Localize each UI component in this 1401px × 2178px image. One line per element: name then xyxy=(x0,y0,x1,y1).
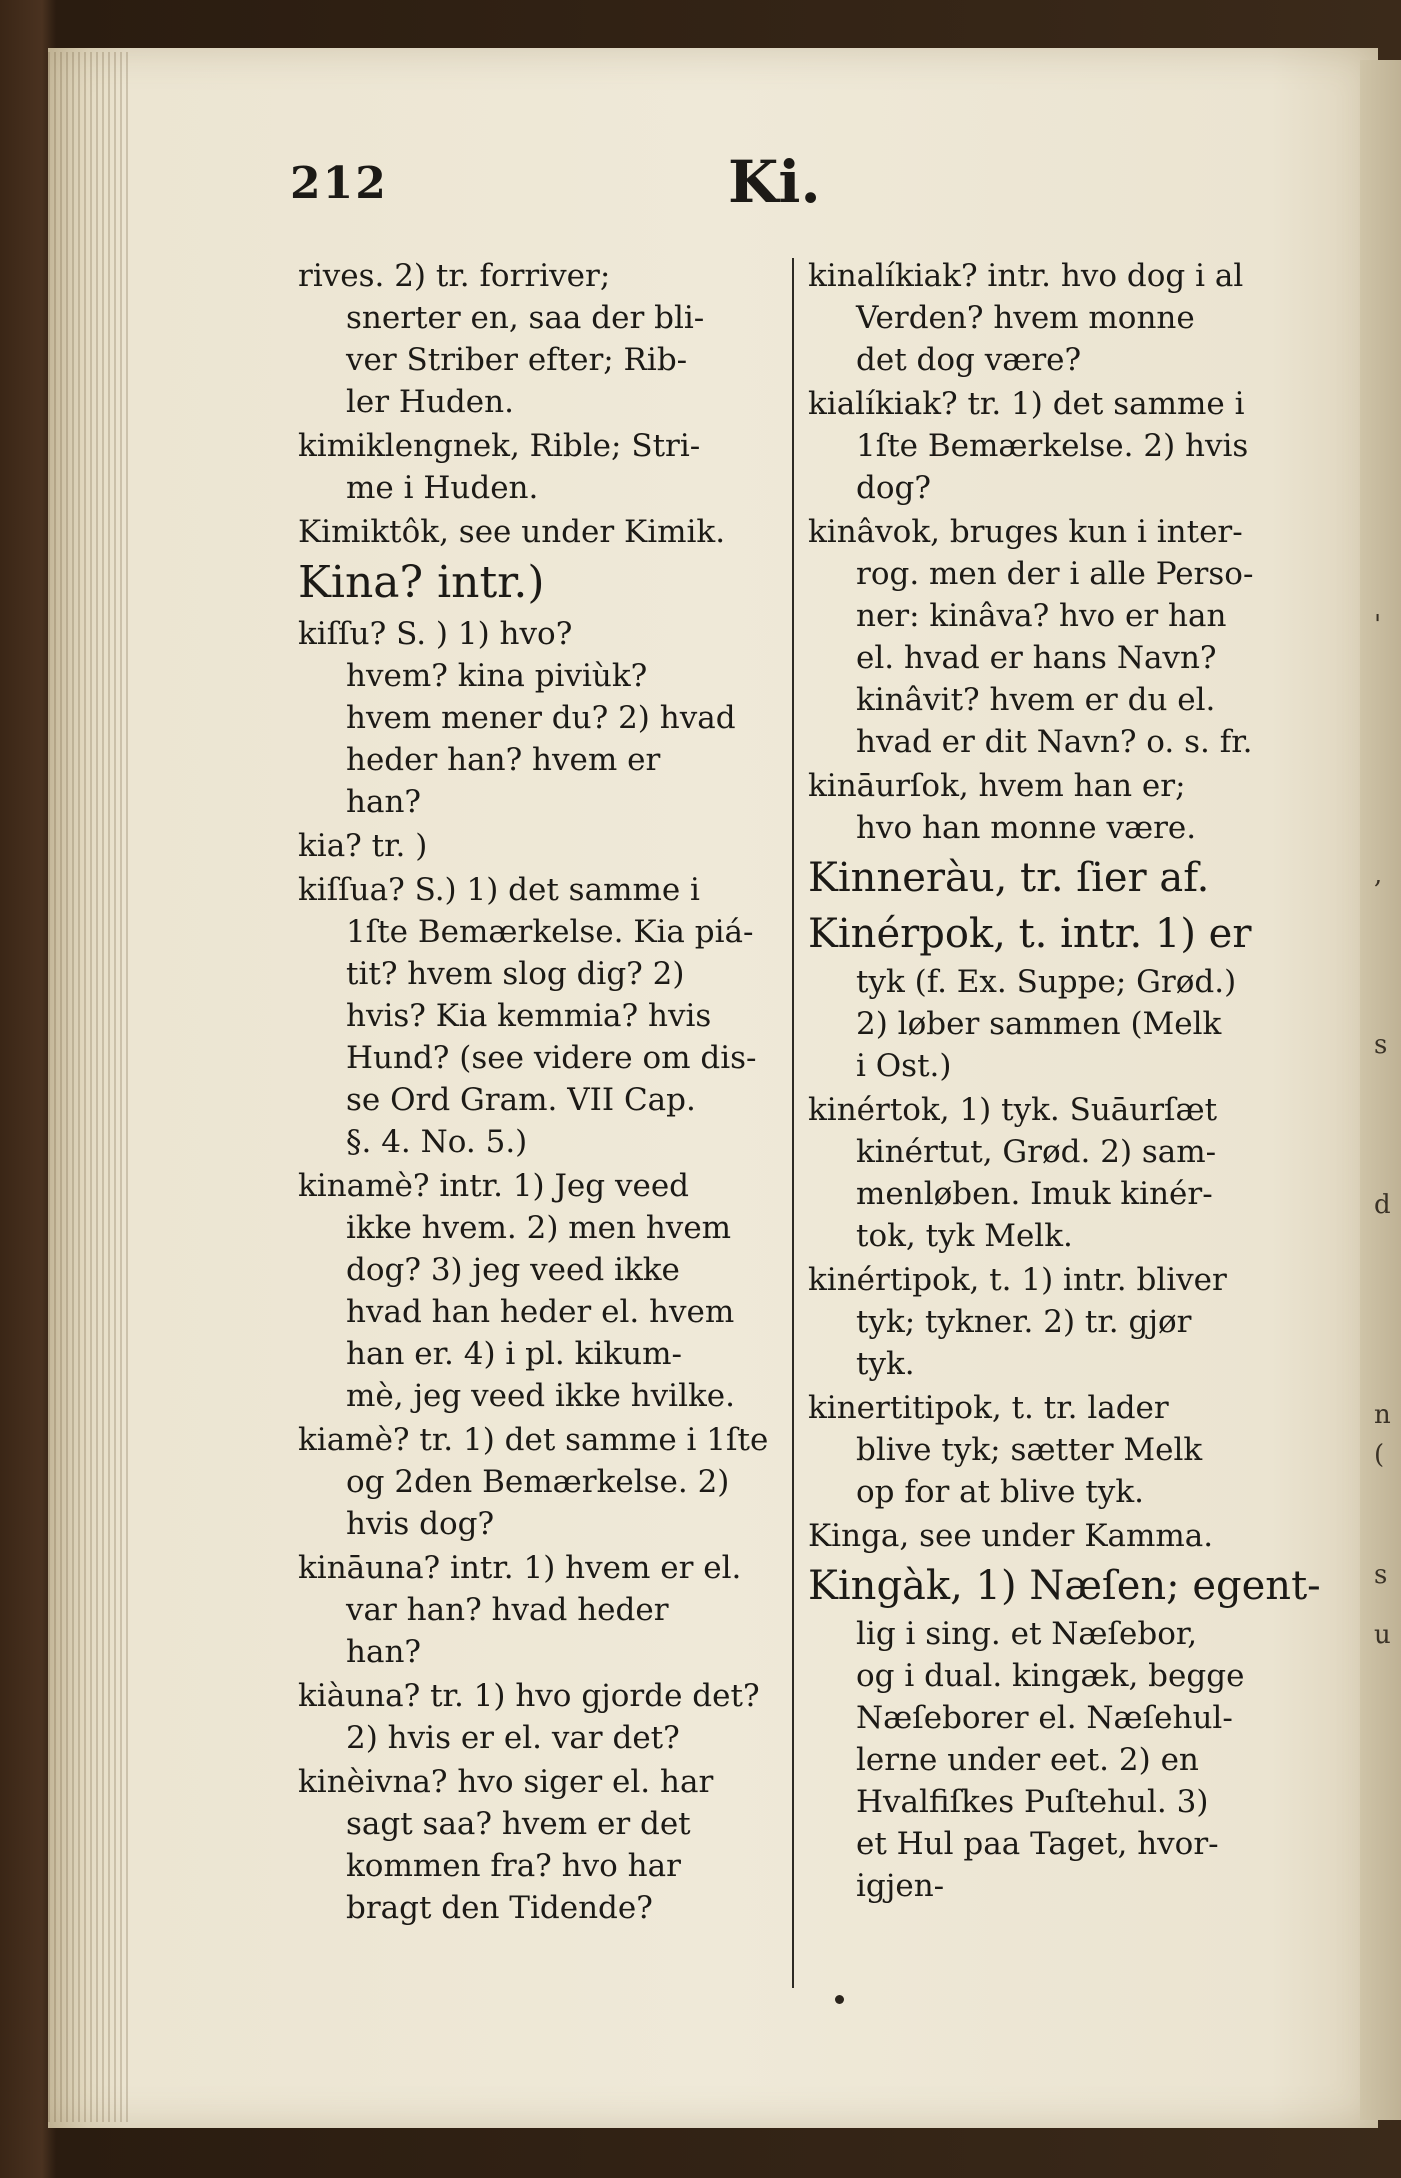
entry-line: Næſeborer el. Næſehul- xyxy=(856,1700,1233,1736)
next-page-glyph: d xyxy=(1374,1190,1391,1220)
next-page-glyph: ( xyxy=(1374,1440,1385,1470)
entry-line: Kina? intr.) xyxy=(298,557,545,608)
entry-line: et Hul paa Taget, hvor- xyxy=(856,1826,1219,1862)
dictionary-entry xyxy=(298,1419,794,1545)
entry-line: kimiklengnek, Rible; Stri- xyxy=(298,428,701,464)
entry-line: kināuna? intr. 1) hvem er el. xyxy=(298,1550,742,1586)
entry-line: 1ſte Bemærkelse. Kia piá- xyxy=(346,914,754,950)
entry-line: kialíkiak? tr. 1) det samme i xyxy=(808,386,1245,422)
dictionary-entry xyxy=(298,511,794,553)
entry-line: hvad han heder el. hvem xyxy=(346,1294,735,1330)
entry-line: ikke hvem. 2) men hvem xyxy=(346,1210,732,1246)
entry-line: igjen- xyxy=(856,1868,945,1904)
dictionary-entry xyxy=(298,869,794,1163)
entry-line: op for at blive tyk. xyxy=(856,1474,1144,1510)
entry-line: tyk; tykner. 2) tr. gjør xyxy=(856,1304,1192,1340)
entry-line: Kinga, see under Kamma. xyxy=(808,1518,1214,1554)
entry-line: det dog være? xyxy=(856,342,1082,378)
entry-line: kinértut, Grød. 2) sam- xyxy=(856,1134,1217,1170)
dictionary-entry xyxy=(808,1387,1338,1513)
entry-line: var han? hvad heder xyxy=(346,1592,669,1628)
entry-line: 1ſte Bemærkelse. 2) hvis xyxy=(856,428,1249,464)
entry-line: Verden? hvem monne xyxy=(856,300,1195,336)
entry-line: hvo han monne være. xyxy=(856,810,1197,846)
dictionary-entry xyxy=(298,255,794,423)
entry-line: kinertitipok, t. tr. lader xyxy=(808,1390,1169,1426)
entry-line: se Ord Gram. VII Cap. xyxy=(346,1082,696,1118)
entry-line: sagt saa? hvem er det xyxy=(346,1806,691,1842)
entry-line: og i dual. kingæk, begge xyxy=(856,1658,1245,1694)
entry-line: hvem? kina piviùk? xyxy=(346,658,648,694)
entry-line: han? xyxy=(346,784,422,820)
right-column xyxy=(808,255,1338,1909)
entry-line: kinértipok, t. 1) intr. bliver xyxy=(808,1262,1227,1298)
entry-line: Kingàk, 1) Næſen; egent- xyxy=(808,1563,1321,1609)
dictionary-entry xyxy=(808,255,1338,381)
dictionary-entry xyxy=(808,511,1338,763)
next-page-edge xyxy=(1360,60,1401,2120)
running-head: Ki. xyxy=(728,148,821,216)
entry-line: ler Huden. xyxy=(346,384,514,420)
dictionary-entry xyxy=(808,765,1338,849)
entry-line: og 2den Bemærkelse. 2) xyxy=(346,1464,730,1500)
entry-line: i Ost.) xyxy=(856,1048,952,1084)
entry-line: kiàuna? tr. 1) hvo gjorde det? xyxy=(298,1678,760,1714)
entry-line: kiſſu? S. ) 1) hvo? xyxy=(298,616,573,652)
entry-line: blive tyk; sætter Melk xyxy=(856,1432,1203,1468)
entry-line: dog? 3) jeg veed ikke xyxy=(346,1252,680,1288)
entry-line: menløben. Imuk kinér- xyxy=(856,1176,1213,1212)
entry-line: hvad er dit Navn? o. s. fr. xyxy=(856,724,1253,760)
entry-line: rog. men der i alle Perso- xyxy=(856,556,1254,592)
entry-line: bragt den Tidende? xyxy=(346,1890,653,1926)
dictionary-entry xyxy=(298,1547,794,1673)
ink-dot xyxy=(835,1995,844,2004)
dictionary-entry xyxy=(808,1259,1338,1385)
page-number: 212 xyxy=(290,158,388,209)
entry-line: han er. 4) i pl. kikum- xyxy=(346,1336,682,1372)
dictionary-entry xyxy=(808,1559,1338,1907)
entry-line: Hund? (see videre om dis- xyxy=(346,1040,757,1076)
entry-line: ner: kinâva? hvo er han xyxy=(856,598,1227,634)
entry-line: tok, tyk Melk. xyxy=(856,1218,1073,1254)
dictionary-entry xyxy=(298,555,794,611)
entry-line: kinalíkiak? intr. hvo dog i al xyxy=(808,258,1244,294)
dictionary-entry xyxy=(808,1515,1338,1557)
entry-line: kiamè? tr. 1) det samme i 1ſte xyxy=(298,1422,769,1458)
left-column xyxy=(298,255,794,1931)
entry-line: tyk (f. Ex. Suppe; Grød.) xyxy=(856,964,1237,1000)
entry-line: §. 4. No. 5.) xyxy=(346,1124,528,1160)
entry-line: heder han? hvem er xyxy=(346,742,661,778)
entry-line: kināurſok, hvem han er; xyxy=(808,768,1186,804)
entry-line: 2) hvis er el. var det? xyxy=(346,1720,680,1756)
entry-line: mè, jeg veed ikke hvilke. xyxy=(346,1378,735,1414)
entry-line: lig i sing. et Næſebor, xyxy=(856,1616,1198,1652)
entry-line: kia? tr. ) xyxy=(298,828,428,864)
next-page-glyph: u xyxy=(1374,1620,1391,1650)
dictionary-entry xyxy=(298,1675,794,1759)
entry-line: rives. 2) tr. forriver; xyxy=(298,258,611,294)
next-page-glyph: n xyxy=(1374,1400,1391,1430)
entry-line: kommen fra? hvo har xyxy=(346,1848,681,1884)
dictionary-entry xyxy=(298,613,794,823)
dictionary-entry xyxy=(298,825,794,867)
entry-line: tit? hvem slog dig? 2) xyxy=(346,956,685,992)
next-page-glyph: ' xyxy=(1374,610,1382,640)
column-divider xyxy=(792,258,794,1988)
dictionary-entry xyxy=(298,425,794,509)
entry-line: snerter en, saa der bli- xyxy=(346,300,705,336)
entry-line: kinamè? intr. 1) Jeg veed xyxy=(298,1168,690,1204)
entry-line: me i Huden. xyxy=(346,470,539,506)
dictionary-entry xyxy=(808,1089,1338,1257)
entry-line: kiſſua? S.) 1) det samme i xyxy=(298,872,700,908)
entry-line: kinâvit? hvem er du el. xyxy=(856,682,1216,718)
entry-line: kinèivna? hvo siger el. har xyxy=(298,1764,714,1800)
entry-line: kinértok, 1) tyk. Suāurſæt xyxy=(808,1092,1218,1128)
dictionary-entry xyxy=(808,851,1338,905)
entry-line: tyk. xyxy=(856,1346,915,1382)
next-page-glyph: s xyxy=(1374,1030,1388,1060)
dictionary-entry xyxy=(298,1761,794,1929)
entry-line: ver Striber efter; Rib- xyxy=(346,342,688,378)
next-page-glyph: , xyxy=(1374,860,1383,890)
entry-line: el. hvad er hans Navn? xyxy=(856,640,1217,676)
entry-line: Kimiktôk, see under Kimik. xyxy=(298,514,726,550)
entry-line: han? xyxy=(346,1634,422,1670)
entry-line: Hvalfiſkes Puſtehul. 3) xyxy=(856,1784,1209,1820)
entry-line: 2) løber sammen (Melk xyxy=(856,1006,1222,1042)
dictionary-entry xyxy=(808,383,1338,509)
entry-line: Kinneràu, tr. ſier af. xyxy=(808,855,1210,901)
dictionary-entry xyxy=(298,1165,794,1417)
dictionary-entry xyxy=(808,907,1338,1087)
entry-line: kinâvok, bruges kun i inter- xyxy=(808,514,1243,550)
entry-line: Kinérpok, t. intr. 1) er xyxy=(808,911,1252,957)
entry-line: dog? xyxy=(856,470,931,506)
entry-line: hvis dog? xyxy=(346,1506,495,1542)
entry-line: lerne under eet. 2) en xyxy=(856,1742,1199,1778)
entry-line: hvis? Kia kemmia? hvis xyxy=(346,998,712,1034)
entry-line: hvem mener du? 2) hvad xyxy=(346,700,736,736)
next-page-glyph: s xyxy=(1374,1560,1388,1590)
